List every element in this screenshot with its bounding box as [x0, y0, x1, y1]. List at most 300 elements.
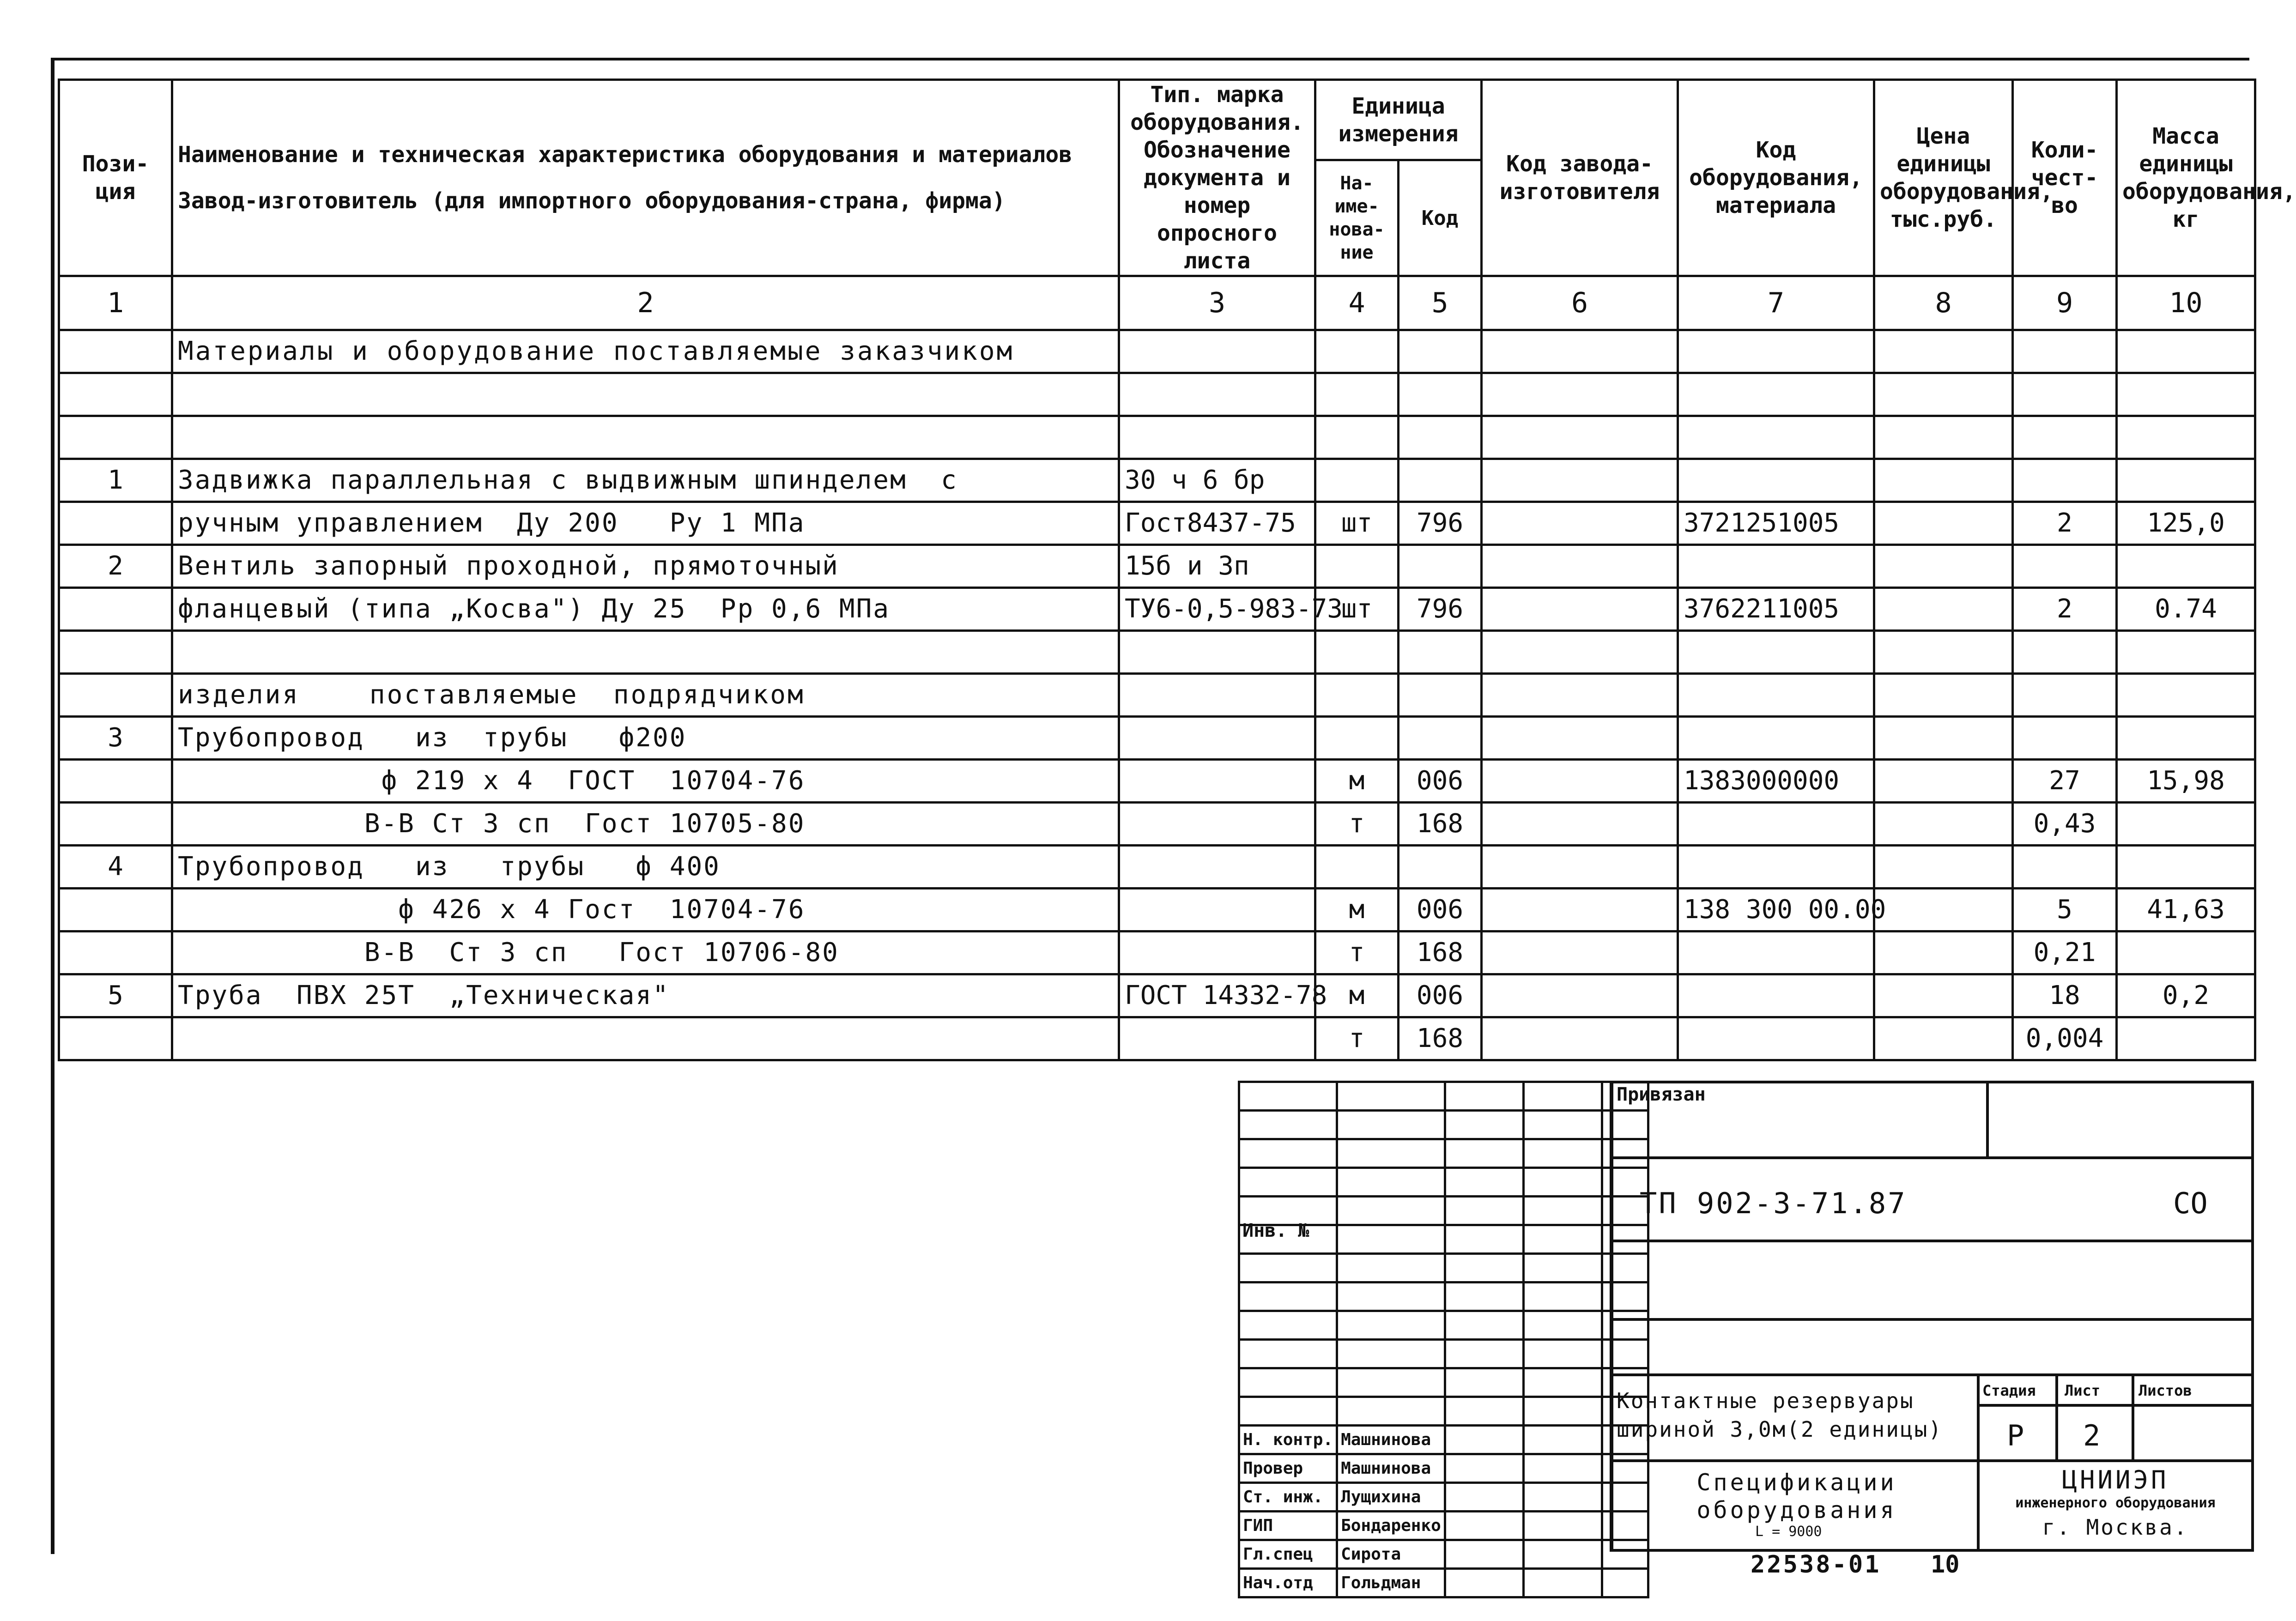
stamp-cell — [1239, 1111, 1337, 1139]
cell-equipment-code — [1678, 846, 1874, 889]
stamp-cell — [1445, 1512, 1523, 1540]
signature-role: Гл.спец — [1239, 1540, 1337, 1569]
cell-quantity: 18 — [2013, 974, 2117, 1017]
cell-name — [172, 631, 1119, 674]
cell-unit-name — [1315, 717, 1399, 760]
cell-mass — [2117, 717, 2255, 760]
column-number: 10 — [2117, 276, 2255, 330]
cell-position — [59, 674, 172, 717]
stamp-row — [1239, 1311, 1648, 1340]
stamp-cell — [1523, 1340, 1602, 1368]
stamp-cell — [1445, 1168, 1523, 1197]
cell-unit-name: т — [1315, 1017, 1399, 1060]
cell-unit-name: м — [1315, 760, 1399, 803]
cell-unit-name: м — [1315, 889, 1399, 931]
cell-position — [59, 803, 172, 846]
stamp-cell — [1445, 1397, 1523, 1426]
cell-unit-name — [1315, 545, 1399, 588]
cell-mass — [2117, 1017, 2255, 1060]
cell-plant-code — [1482, 803, 1678, 846]
cell-position — [59, 931, 172, 974]
cell-position — [59, 373, 172, 416]
stamp-row — [1239, 1397, 1648, 1426]
cell-quantity — [2013, 674, 2117, 717]
cell-mass — [2117, 330, 2255, 373]
cell-price — [1874, 330, 2013, 373]
cell-unit-code — [1399, 459, 1482, 502]
table-row — [59, 1017, 2255, 1060]
cell-equipment-code — [1678, 974, 1874, 1017]
stamp-cell — [1445, 1254, 1523, 1282]
header-position: Пози- ция — [59, 80, 172, 276]
cell-type: 30 ч 6 бр — [1119, 459, 1315, 502]
cell-equipment-code — [1678, 373, 1874, 416]
cell-equipment-code — [1678, 459, 1874, 502]
sheet-title: Спецификации оборудования — [1696, 1469, 1897, 1524]
cell-quantity: 2 — [2013, 588, 2117, 631]
cell-unit-name — [1315, 674, 1399, 717]
cell-unit-code — [1399, 545, 1482, 588]
sheet-label: Лист — [2065, 1382, 2101, 1399]
column-number: 1 — [59, 276, 172, 330]
cell-quantity — [2013, 459, 2117, 502]
stamp-cell — [1523, 1426, 1602, 1454]
cell-unit-code — [1399, 330, 1482, 373]
cell-equipment-code: 1383000000 — [1678, 760, 1874, 803]
table-row — [59, 459, 2255, 502]
stamp-cell — [1523, 1225, 1602, 1254]
stamp-cell — [1239, 1368, 1337, 1397]
stamp-cell — [1239, 1168, 1337, 1197]
stamp-cell — [1602, 1569, 1648, 1597]
cell-type — [1119, 760, 1315, 803]
header-mass: Масса единицы оборудования, кг — [2117, 80, 2255, 276]
cell-type — [1119, 889, 1315, 931]
cell-plant-code — [1482, 931, 1678, 974]
signature-surname: Сирота — [1337, 1540, 1445, 1569]
cell-unit-name — [1315, 459, 1399, 502]
cell-unit-code — [1399, 373, 1482, 416]
cell-quantity — [2013, 631, 2117, 674]
stamp-row — [1239, 1569, 1648, 1597]
cell-price — [1874, 803, 2013, 846]
stamp-cell — [1337, 1225, 1445, 1254]
signature-role: ГИП — [1239, 1512, 1337, 1540]
cell-unit-name: шт — [1315, 588, 1399, 631]
cell-plant-code — [1482, 889, 1678, 931]
stamp-cell — [1239, 1282, 1337, 1311]
column-number: 8 — [1874, 276, 2013, 330]
privyazan-label: Привязан — [1617, 1084, 1706, 1105]
cell-position: 5 — [59, 974, 172, 1017]
cell-plant-code — [1482, 459, 1678, 502]
table-row — [59, 760, 2255, 803]
organization-subtitle: инженерного оборудования — [2015, 1495, 2216, 1511]
cell-mass: 41,63 — [2117, 889, 2255, 931]
cell-price — [1874, 760, 2013, 803]
cell-position — [59, 416, 172, 459]
table-row — [59, 373, 2255, 416]
cell-type — [1119, 846, 1315, 889]
table-row — [59, 674, 2255, 717]
cell-name: ф 426 х 4 Гост 10704-76 — [172, 889, 1119, 931]
cell-unit-code — [1399, 674, 1482, 717]
cell-price — [1874, 717, 2013, 760]
column-number: 6 — [1482, 276, 1678, 330]
stamp-cell — [1337, 1082, 1445, 1111]
table-row — [59, 931, 2255, 974]
cell-unit-code: 168 — [1399, 931, 1482, 974]
stamp-cell — [1523, 1111, 1602, 1139]
cell-equipment-code — [1678, 1017, 1874, 1060]
cell-plant-code — [1482, 974, 1678, 1017]
cell-type: ГОСТ 14332-78 — [1119, 974, 1315, 1017]
table-row — [59, 717, 2255, 760]
cell-unit-name — [1315, 631, 1399, 674]
stamp-cell — [1239, 1254, 1337, 1282]
cell-plant-code — [1482, 760, 1678, 803]
cell-price — [1874, 974, 2013, 1017]
cell-unit-code: 796 — [1399, 588, 1482, 631]
stamp-cell — [1445, 1426, 1523, 1454]
inventory-number-label: Инв. № — [1242, 1220, 1309, 1241]
cell-unit-code: 796 — [1399, 502, 1482, 545]
cell-quantity — [2013, 846, 2117, 889]
stamp-row — [1239, 1483, 1648, 1512]
cell-equipment-code — [1678, 330, 1874, 373]
stamp-cell — [1445, 1340, 1523, 1368]
stamp-row — [1239, 1340, 1648, 1368]
stamp-cell — [1445, 1483, 1523, 1512]
stamp-cell — [1239, 1340, 1337, 1368]
header-unit-group: Единица измерения — [1315, 80, 1482, 160]
cell-mass — [2117, 674, 2255, 717]
cell-position: 3 — [59, 717, 172, 760]
cell-quantity — [2013, 717, 2117, 760]
stamp-cell — [1337, 1311, 1445, 1340]
stage-label: Стадия — [1982, 1382, 2036, 1399]
stamp-cell — [1523, 1512, 1602, 1540]
cell-quantity: 0,43 — [2013, 803, 2117, 846]
table-row — [59, 846, 2255, 889]
stamp-cell — [1523, 1368, 1602, 1397]
stamp-cell — [1337, 1168, 1445, 1197]
cell-plant-code — [1482, 502, 1678, 545]
cell-mass — [2117, 459, 2255, 502]
cell-price — [1874, 588, 2013, 631]
cell-type — [1119, 1017, 1315, 1060]
signature-role: Провер — [1239, 1454, 1337, 1483]
cell-plant-code — [1482, 846, 1678, 889]
sheets-label: Листов — [2138, 1382, 2192, 1399]
stamp-cell — [1523, 1311, 1602, 1340]
organization-city: г. Москва. — [2042, 1515, 2189, 1540]
cell-unit-name — [1315, 416, 1399, 459]
stamp-cell — [1337, 1254, 1445, 1282]
signature-surname: Машнинова — [1337, 1426, 1445, 1454]
cell-equipment-code — [1678, 545, 1874, 588]
cell-name: Материалы и оборудование поставляемые заказчиком — [172, 330, 1119, 373]
cell-mass: 15,98 — [2117, 760, 2255, 803]
stamp-cell — [1445, 1454, 1523, 1483]
cell-name: Вентиль запорный проходной, прямоточный — [172, 545, 1119, 588]
cell-price — [1874, 502, 2013, 545]
table-row — [59, 588, 2255, 631]
stamp-cell — [1523, 1540, 1602, 1569]
stamp-cell — [1523, 1282, 1602, 1311]
cell-price — [1874, 416, 2013, 459]
object-title: Контактные резервуары шириной 3,0м(2 единицы) — [1617, 1388, 1943, 1442]
cell-name — [172, 1017, 1119, 1060]
stamp-cell — [1445, 1311, 1523, 1340]
cell-equipment-code — [1678, 416, 1874, 459]
cell-plant-code — [1482, 631, 1678, 674]
stamp-cell — [1523, 1082, 1602, 1111]
stamp-cell — [1445, 1282, 1523, 1311]
table-row — [59, 330, 2255, 373]
cell-plant-code — [1482, 588, 1678, 631]
stamp-cell — [1337, 1368, 1445, 1397]
stamp-cell — [1523, 1168, 1602, 1197]
cell-unit-name: т — [1315, 803, 1399, 846]
cell-type — [1119, 330, 1315, 373]
cell-quantity — [2013, 416, 2117, 459]
cell-position — [59, 760, 172, 803]
stamp-cell — [1445, 1139, 1523, 1168]
cell-plant-code — [1482, 416, 1678, 459]
stamp-row — [1239, 1426, 1648, 1454]
cell-name: фланцевый (типа „Косва") Ду 25 Рр 0,6 МПа — [172, 588, 1119, 631]
stamp-cell — [1445, 1540, 1523, 1569]
cell-name: ф 219 х 4 ГОСТ 10704-76 — [172, 760, 1119, 803]
cell-name: Трубопровод из трубы ф 400 — [172, 846, 1119, 889]
cell-name: Задвижка параллельная с выдвижным шпинделем с — [172, 459, 1119, 502]
cell-unit-code — [1399, 846, 1482, 889]
cell-price — [1874, 373, 2013, 416]
cell-unit-name: т — [1315, 931, 1399, 974]
column-number: 2 — [172, 276, 1119, 330]
cell-name: В-В Ст 3 сп Гост 10706-80 — [172, 931, 1119, 974]
signature-role: Н. контр. — [1239, 1426, 1337, 1454]
cell-unit-code — [1399, 631, 1482, 674]
cell-mass — [2117, 631, 2255, 674]
header-price: Цена единицы оборудования, тыс.руб. — [1874, 80, 2013, 276]
table-row — [59, 974, 2255, 1017]
cell-position — [59, 1017, 172, 1060]
signature-role: Нач.отд — [1239, 1569, 1337, 1597]
header-unit-code: Код — [1399, 160, 1482, 276]
cell-unit-code — [1399, 717, 1482, 760]
signature-surname: Машнинова — [1337, 1454, 1445, 1483]
table-row — [59, 545, 2255, 588]
column-numbers-row — [59, 276, 2255, 330]
cell-position: 1 — [59, 459, 172, 502]
stamp-row — [1239, 1368, 1648, 1397]
stamp-cell — [1523, 1139, 1602, 1168]
cell-unit-name — [1315, 373, 1399, 416]
stamp-cell — [1239, 1139, 1337, 1168]
stamp-cell — [1523, 1254, 1602, 1282]
stamp-row — [1239, 1111, 1648, 1139]
cell-price — [1874, 846, 2013, 889]
cell-unit-name — [1315, 846, 1399, 889]
stamp-cell — [1337, 1111, 1445, 1139]
stamp-row — [1239, 1082, 1648, 1111]
cell-unit-name: шт — [1315, 502, 1399, 545]
stamp-cell — [1445, 1225, 1523, 1254]
stamp-cell — [1445, 1569, 1523, 1597]
cell-name: ручным управлением Ду 200 Ру 1 МПа — [172, 502, 1119, 545]
document-mark: СО — [2173, 1186, 2208, 1220]
signature-table — [1238, 1081, 1649, 1598]
cell-name — [172, 373, 1119, 416]
cell-position — [59, 631, 172, 674]
cell-type: ТУ6-0,5-983-73 — [1119, 588, 1315, 631]
stamp-cell — [1337, 1397, 1445, 1426]
cell-type — [1119, 631, 1315, 674]
stamp-cell — [1337, 1340, 1445, 1368]
cell-mass: 0.74 — [2117, 588, 2255, 631]
signature-surname: Бондаренко — [1337, 1512, 1445, 1540]
signature-surname: Гольдман — [1337, 1569, 1445, 1597]
cell-type — [1119, 373, 1315, 416]
cell-name — [172, 416, 1119, 459]
cell-price — [1874, 631, 2013, 674]
table-row — [59, 889, 2255, 931]
cell-quantity — [2013, 373, 2117, 416]
header-type: Тип. марка оборудования. Обозначение документа и номер опросного листа — [1119, 80, 1315, 276]
cell-position — [59, 889, 172, 931]
cell-name: Трубопровод из трубы ф200 — [172, 717, 1119, 760]
stamp-cell — [1239, 1082, 1337, 1111]
stamp-row — [1239, 1282, 1648, 1311]
stamp-row — [1239, 1254, 1648, 1282]
organization-name: ЦНИИЭП — [2062, 1465, 2169, 1494]
signature-surname: Лущихина — [1337, 1483, 1445, 1512]
cell-mass: 125,0 — [2117, 502, 2255, 545]
cell-type — [1119, 674, 1315, 717]
cell-plant-code — [1482, 545, 1678, 588]
column-number: 4 — [1315, 276, 1399, 330]
cell-plant-code — [1482, 674, 1678, 717]
column-number: 3 — [1119, 276, 1315, 330]
table-row — [59, 631, 2255, 674]
sheet-value: 2 — [2083, 1419, 2101, 1452]
footer-number: 22538-01 — [1751, 1551, 1881, 1579]
cell-equipment-code — [1678, 674, 1874, 717]
cell-type: Гост8437-75 — [1119, 502, 1315, 545]
column-number: 7 — [1678, 276, 1874, 330]
cell-plant-code — [1482, 1017, 1678, 1060]
cell-price — [1874, 674, 2013, 717]
specification-table — [58, 79, 2296, 1061]
table-row — [59, 803, 2255, 846]
cell-quantity — [2013, 330, 2117, 373]
stamp-cell — [1445, 1368, 1523, 1397]
cell-equipment-code — [1678, 717, 1874, 760]
header-plant-code: Код завода-изготовителя — [1482, 80, 1678, 276]
header-quantity: Коли-чест-во — [2013, 80, 2117, 276]
cell-price — [1874, 889, 2013, 931]
header-equipment-code: Код оборудования, материала — [1678, 80, 1874, 276]
stamp-cell — [1445, 1111, 1523, 1139]
cell-position — [59, 330, 172, 373]
cell-position: 2 — [59, 545, 172, 588]
cell-mass — [2117, 846, 2255, 889]
cell-name: изделия поставляемые подрядчиком — [172, 674, 1119, 717]
cell-unit-name — [1315, 330, 1399, 373]
cell-unit-code: 006 — [1399, 889, 1482, 931]
cell-quantity: 5 — [2013, 889, 2117, 931]
stamp-cell — [1239, 1397, 1337, 1426]
cell-plant-code — [1482, 717, 1678, 760]
cell-type — [1119, 416, 1315, 459]
table-row — [59, 502, 2255, 545]
stamp-cell — [1337, 1197, 1445, 1225]
cell-unit-code — [1399, 416, 1482, 459]
stamp-cell — [1445, 1082, 1523, 1111]
stamp-row — [1239, 1512, 1648, 1540]
stamp-cell — [1337, 1282, 1445, 1311]
header-name: Наименование и техническая характеристика оборудования и материалов Завод-изготовитель (для импортного оборудования-страна, фирма) — [172, 80, 1119, 276]
cell-price — [1874, 931, 2013, 974]
sheet-title-note: L = 9000 — [1755, 1524, 1822, 1540]
stamp-row — [1239, 1540, 1648, 1569]
cell-equipment-code — [1678, 931, 1874, 974]
cell-type — [1119, 717, 1315, 760]
document-code: ТП 902-3-71.87 — [1640, 1186, 1907, 1220]
cell-plant-code — [1482, 330, 1678, 373]
header-unit-name: На-име-нова-ние — [1315, 160, 1399, 276]
cell-quantity: 0,004 — [2013, 1017, 2117, 1060]
cell-mass — [2117, 545, 2255, 588]
cell-equipment-code: 138 300 00.00 — [1678, 889, 1874, 931]
cell-unit-code: 006 — [1399, 760, 1482, 803]
cell-equipment-code — [1678, 803, 1874, 846]
cell-type — [1119, 931, 1315, 974]
stamp-cell — [1523, 1569, 1602, 1597]
cell-name: Труба ПВХ 25Т „Техническая" — [172, 974, 1119, 1017]
cell-equipment-code: 3721251005 — [1678, 502, 1874, 545]
cell-mass: 0,2 — [2117, 974, 2255, 1017]
cell-quantity: 2 — [2013, 502, 2117, 545]
cell-mass — [2117, 416, 2255, 459]
stamp-cell — [1239, 1311, 1337, 1340]
cell-unit-code: 168 — [1399, 1017, 1482, 1060]
cell-type — [1119, 803, 1315, 846]
stamp-cell — [1337, 1139, 1445, 1168]
cell-name: В-В Ст 3 сп Гост 10705-80 — [172, 803, 1119, 846]
cell-position — [59, 502, 172, 545]
stamp-row — [1239, 1168, 1648, 1197]
stamp-row — [1239, 1454, 1648, 1483]
stamp-cell — [1445, 1197, 1523, 1225]
stamp-cell — [1523, 1397, 1602, 1426]
stamp-row — [1239, 1139, 1648, 1168]
cell-position — [59, 588, 172, 631]
cell-mass — [2117, 931, 2255, 974]
cell-unit-code: 168 — [1399, 803, 1482, 846]
header-row — [59, 80, 2255, 160]
signature-role: Ст. инж. — [1239, 1483, 1337, 1512]
table-row — [59, 416, 2255, 459]
cell-price — [1874, 545, 2013, 588]
cell-equipment-code — [1678, 631, 1874, 674]
column-number: 9 — [2013, 276, 2117, 330]
cell-position: 4 — [59, 846, 172, 889]
cell-plant-code — [1482, 373, 1678, 416]
cell-type: 15б и 3п — [1119, 545, 1315, 588]
